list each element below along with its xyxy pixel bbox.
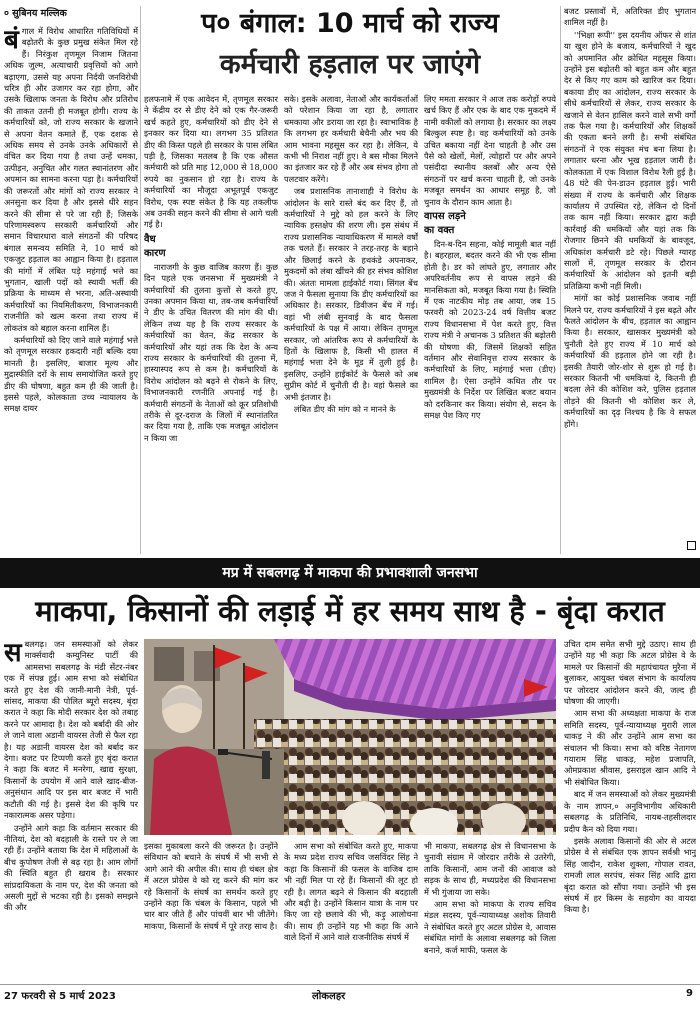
bottom-headline: माकपा, किसानों की लड़ाई में हर समय साथ है - बृंदा करात: [35, 594, 665, 628]
top-subhead: वापस लड़ने: [424, 211, 466, 223]
top-subhead: वैध: [144, 233, 156, 245]
top-col3-para: सके। इसके अलावा, नेताओं और कार्यकर्ताओं को परेशान किया जा रहा है, लगातार धमकाया और डराया जा रहा है। स्वाभाविक है कि लगभग हर कर्मचारी बेचैनी और भय की आम भावना महसूस कर रहा है। लेकिन, ये कभी भी निराश नहीं हुए। वे बस मौका मिलने का इंतजार कर रहे हैं और अब संभव होगा तो पलटवार करेंगे।: [284, 94, 418, 184]
top-col2-para: हलफनामे में एक आवेदन में, तृणमूल सरकार ने केंद्रीय दर से डीए देने को एक गैर-जरूरी खर्च कहते हुए, कर्मचारियों को डीए देने से इनकार कर दिया था। लगभग 35 प्रतिशत डीए की किस्त पहले ही सरकार के पास लंबित पड़ी है, जिसका मतलब है कि एक औसत कर्मचारी को प्रति माह 12,000 से 18,000 रुपये का नुकसान हो रहा है। राज्य के कर्मचारियों का मौजूदा अभूतपूर्व एकजुट विरोध, एक स्पष्ट संकेत है कि यह तकलीफ अब उनकी सहन करने की सीमा से आगे चली गई है।: [144, 94, 278, 230]
bottom-column-5: [564, 639, 696, 981]
bottom-col5-para: उचित दाम समेत सभी मुद्दे उठाए। साथ ही उन्होंने यह भी कहा कि अटल प्रोग्रेस वे के मामले पर किसानों की महापंचायत मुरैना में बुलाकर, आयुक्त चंबल संभाग के कार्यालय पर जोरदार आंदोलन करने की, जल्द ही घोषणा की जाएगी।: [564, 639, 696, 707]
section-banner: मप्र में सबलगढ़ में माकपा की प्रभावशाली जनसभा: [0, 558, 700, 588]
byline: ० सुबिनय मल्लिक: [4, 8, 67, 19]
top-column-4: [424, 94, 556, 554]
bottom-column-1: [4, 639, 138, 979]
top-col3-para: लंबित डीए की मांग को न मानने के: [294, 403, 396, 414]
top-headline-line1: प० बंगाल: 10 मार्च को राज्य: [201, 8, 499, 39]
top-col1-para: गाल में विरोध आधारित गतिविधियों में बढ़ोतरी के कुछ प्रमुख संकेत मिल रहे हैं। निरंकुश तृणमूल निजाम जितना अधिक जुल्म, अत्याचारी प्रवृत्तियों को आगे बढ़ाएगा, उससे यह अपना निर्दयी जनविरोधी चरित्र ही और उजागर कर रहा होगा, और उसके खिलाफ जनता के विरोध और प्रतिरोध की ताकत उतनी ही मजबूत होगी। राज्य के कर्मचारियों को, जो राज्य सरकार के खजाने से अपना वेतन कमाते हैं, एक दशक से अधिक समय से उनके उनके अधिकारों से वंचित कर दिया गया है तथा उन्हें धमका, उत्पीड़न, अनुचित और गलत स्थानांतरण और अपमान का सामना करना पड़ा है। कर्मचारियों की जरूरतों और मांगों को राज्य सरकार ने अनसुना कर दिया है और इससे धीरे सहन करने की सीमा से परे जा रही हैं; जिसके परिणामस्वरूप सरकारी कर्मचारियों और समान विचारधारा वाले संगठनों की परिषद बंगाल समन्वय समिति ने, 10 मार्च को एकजुट हड़ताल का आह्वान किया है। हड़ताल की मांगों में लंबित पड़े महंगाई भत्ते का भुगतान, खाली पदों को स्थायी भर्ती की प्रक्रिया के माध्यम से भरना, अति-अस्थायी कर्मचारियों का नियमितीकरण, विभाजनकारी राजनीति को खत्म करना तथा राज्य में लोकतंत्र को बहाल करना शामिल हैं।: [4, 26, 138, 333]
top-col5-para: मांगों का कोई प्रशासनिक जवाब नहीं मिलने पर, राज्य कर्मचारियों ने इस बढ़ते और फैलते आंदोलन के बीच, हड़ताल का आह्वान किया है। सरकार, खासकर मुख्यमंत्री को चुनौती देते हुए राज्य में 10 मार्च को कर्मचारियों की हड़ताल होने जा रही है। इसकी तैयारी जोर-शोर से शुरू हो गई है। सरकार कितनी भी धमकियां दे, कितनी ही बदला लेने की कोशिश करे, पुलिस हड़ताल तोड़ने की कितनी भी कोशिश कर ले, कर्मचारियों का दृढ़ निश्चय है कि वे सफल होंगे।: [564, 293, 696, 429]
bottom-col4-para: आम सभा को माकपा के राज्य सचिव मंडल सदस्य, पूर्व-न्यायाध्यक्ष अशोक तिवारी ने संबोधित करते हुए अटल प्रोग्रेस वे, आवास संबंधित मांगों के अलावा सबलगढ़ को जिला बनाने, कर्ज माफी, फसल के: [424, 899, 556, 955]
top-headline: [144, 4, 556, 86]
bottom-col4-para: भी माकपा, सबलगढ़ क्षेत्र से विधानसभा के चुनावी संग्राम में जोरदार तरीके से उतरेगी, ताकि किसानों, आम जनों की आवाज को सड़क के साथ ही, मध्यप्रदेश की विधानसभा में भी गुंजाया जा सके।: [424, 841, 556, 897]
top-subhead: का वक्त: [424, 225, 455, 237]
top-column-2: [144, 94, 278, 554]
footer-paper-name: लोकलहर: [312, 991, 346, 1002]
bottom-col1-para: उन्होंने आगे कहा कि वर्तमान सरकार की नीतियां, देश को बदहाली के रास्ते पर ले जा रही हैं। उन्होंने बताया कि देश में महिलाओं के बीच कुपोषण तेजी से बढ़ रहा है। आम लोगों की स्थिति बहुत ही खराब है। सरकार सांप्रदायिकता के नाम पर, देश की जनता को असली मुद्दों से भटका रही है। इसको समझने की और: [4, 822, 138, 913]
footer-page-number: 9: [686, 988, 693, 999]
story-end-mark: [687, 541, 696, 550]
bottom-col5-para: बाद में जन समस्याओं को लेकर मुख्यमंत्री के नाम ज्ञापन,० अनुविभागीय अधिकारी सबलगढ़ के प्रतिनिधि, नायब-तहसीलदार प्रदीप कैन को दिया गया।: [564, 789, 696, 834]
column-rule: [560, 6, 561, 554]
top-col5-para: ''भिक्षा रूपी'' इस दयनीय ऑफर से शांत या खुश होने के बजाय, कर्मचारियों ने खुद को अपमानित और क्रोधित महसूस किया। उन्होंने इस बढ़ोतरी को बहुत कम और बहुत देर से किए गए काम को खारिज कर दिया। बकाया डीए का आंदोलन, राज्य सरकार के सीधे कर्मचारियों से लेकर, राज्य सरकार के खजाने से वेतन हासिल करने वाले सभी वर्गों तक फैल गया है। कर्मचारियों और शिक्षकों की एकता बनने लगी है। सभी संबंधित संगठनों ने एक संयुक्त मंच बना लिया है। लगातार धरना और भूख हड़ताल जारी है। कोलकाता में एक विशाल विरोध रैली हुई है। 48 घंटे की पेन-डाउन हड़ताल हुई। भारी संख्या में राज्य के कर्मचारी और शिक्षक कार्यालय में उपस्थित रहे, लेकिन दो दिनों तक काम नहीं किया। सरकार द्वारा कड़ी कार्रवाई की धमकियों और यहां तक कि रोजगार छिनने की धमकियों के बावजूद, अधिकांश कर्मचारी डटे रहे। पिछले ग्यारह सालों में, तृणमूल सरकार के दौरान कर्मचारियों के आंदोलन को इतनी बड़ी प्रतिक्रिया कभी नहीं मिली।: [564, 29, 696, 291]
footer-rule: [0, 984, 700, 985]
bottom-col5-para: इसके अलावा किसानों की ओर से अटल प्रोग्रेस वे से संबंधित एक ज्ञापन सर्वश्री भानु सिंह जादौन, राकेश शुक्ला, गोपाल रावत, रामजी लाल सरपंच, संकर सिंह आदि द्वारा बृंदा करात को सौंपा गया। उन्होंने भी इस संघर्ष में हर किस्म के सहयोग का वायदा किया है।: [564, 835, 696, 915]
top-col1-para: कर्मचारियों को दिए जाने वाले महंगाई भत्ते को तृणमूल सरकार हकदारी नहीं बल्कि दया मानती है। इसलिए, बाजार मूल्य और मुद्रास्फीति दरों के साथ समायोजित करते हुए डीए की घोषणा, बहुत कम ही की जाती है। इससे पहले, कोलकाता उच्च न्यायालय के समक्ष दायर: [4, 334, 138, 414]
top-column-5: [564, 6, 696, 536]
top-col4-para: लिए ममता सरकार ने आज तक करोड़ों रुपये खर्च किए हैं और एक के बाद एक मुकदमे में नामी वकीलों को लगाया है। सरकार का लक्ष्य बिल्कुल स्पष्ट है। वह कर्मचारियों को उनके उचित बकाया नहीं देना चाहती है और उस पैसे को खेलों, मेलों, त्योहारों पर और अपने पसंदीदा स्थानीय क्लबों और अन्य ऐसे संगठनों पर खर्च करना चाहती है, जो उनके मजबूत समर्थन का आधार समूह है, जो चुनाव के दौरान काम आता है।: [424, 94, 556, 207]
bottom-column-3: [284, 841, 418, 981]
bottom-col2-para: इसका मुकाबला करने की जरूरत है। उन्होंने संविधान को बचाने के संघर्ष में भी सभी से आगे आने की अपील की। साथ ही चंबल क्षेत्र में अटल प्रोग्रेस वे को रद्द करने की मांग कर रहे किसानों के संघर्ष का समर्थन करते हुए उन्होंने कहा कि चंबल के किसान, पहले भी चार बार जीते हैं और पांचवीं बार भी जीतेंगे। माकपा, किसानों के संघर्ष में पूरे तरह साथ है।: [144, 841, 278, 931]
top-headline-line2: कर्मचारी हड़ताल पर जाएंगे: [219, 49, 481, 80]
rally-photo-illustration: [144, 639, 556, 835]
bottom-column-2: [144, 841, 278, 981]
bottom-dropcap: स: [4, 639, 22, 668]
rally-photo: [144, 639, 556, 835]
top-col5-para: बजट प्रस्तावों में, अतिरिक्त डीए भुगतान शामिल नहीं है।: [564, 6, 696, 28]
top-column-1: [4, 26, 138, 552]
top-col2-para: नाराजगी के कुछ वाजिब कारण हैं। कुछ दिन पहले एक जनसभा में मुख्यमंत्री ने कर्मचारियों की तुलना कुत्तों से करते हुए, उनका अपमान किया था, तब-जब कर्मचारियों ने डीए के उचित वितरण की मांग की थी। लेकिन तथ्य यह है कि राज्य सरकार के कर्मचारियों का वेतन, केंद्र सरकार के कर्मचारियों और यहां तक कि देश के अन्य राज्य सरकार के कर्मचारियों की तुलना में, हास्यास्पद रूप से कम है। कर्मचारियों के विरोध आंदोलन को बढ़ने से रोकने के लिए, विभाजनकारी रणनीति अपनाई गई है। कर्मचारी संगठनों के नेताओं को क्रूर प्रतिशोधी तरीके से दूर-दराज के जिलों में स्थानांतरित कर दिया गया है, ताकि एक मजबूत आंदोलन न किया जा: [144, 261, 278, 443]
top-col4-para: दिन-ब-दिन सहना, कोई मामूली बात नहीं है। बहरहाल, बदतर करने की भी एक सीमा होती है। डर को लांघते हुए, लगातार और अपरिवर्तनीय रूप से वापस लड़ने की मानसिकता को, मजबूत किया गया है। स्थिति में एक नाटकीय मोड़ तब आया, जब 15 फरवरी को 2023-24 वर्ष वित्तीय बजट राज्य विधानसभा में पेश करते हुए, वित्त राज्य मंत्री ने अचानक 3 प्रतिशत की बढ़ोतरी की घोषणा की, जिसमें शिक्षकों सहित वर्तमान और सेवानिवृत्त राज्य सरकार के कर्मचारियों के लिए, महंगाई भत्ता (डीए) शामिल है। ऐसा उन्होंने कथित तौर पर मुख्यमंत्री के निर्देश पर लिखित बजट बयान को दरकिनार कर किया। संयोग से, सदन के समक्ष पेश किए गए: [424, 238, 556, 420]
top-dropcap: बं: [4, 26, 19, 55]
bottom-col3-para: आम सभा को संबोधित करते हुए, माकपा के मध्य प्रदेश राज्य सचिव जसविंदर सिंह ने कहा कि किसानों की फसल के वाजिब दाम भी नहीं मिल पा रहे हैं। किसानों की लूट हो रही है। लागत बढ़ने से किसान की बदहाली और बढ़ी है। उन्होंने किसान यात्रा के नाम पर किए जा रहे छलावे की भी, कड़ु आलोचना की। साथ ही उन्होंने यह भी कहा कि आने वाले दिनों में आने वाले राजनीतिक संघर्ष में: [284, 841, 418, 943]
bottom-col5-para: आम सभा की अध्यक्षता माकपा के राज समिति सदस्य, पूर्व-न्यायाध्यक्ष मुरारी लाल धाकड़ ने की और उन्होंने आम सभा का संचालन भी किया। सभा को वरिष्ठ नेतागण गयाराम सिंह धाकड़, महेश प्रजापति, ओमप्रकाश श्रीवास, इसराइल खान आदि ने भी संबोधित किया।: [564, 708, 696, 787]
bottom-column-4: [424, 841, 556, 981]
column-rule: [140, 6, 141, 554]
bottom-col1-para: बलगढ़। जन समस्याओं को लेकर मार्क्सवादी कम्युनिस्ट पार्टी की आमसभा सबलगढ़ के मंडी सेंटर-नंबर एक में संपन्न हुई। आम सभा को संबोधित करते हुए देश की जानी-मानी नेत्री, पूर्व-सांसद, माकपा की पोलित ब्यूरो सदस्य, बृंदा करात ने कहा कि मोदी सरकार देश को तबाह करने पर आमादा है। देश को बर्बादी की ओर ले जाने वाला अडानी वायरस तेजी से फैल रहा है। यह अडानी वायरस देश को बर्बाद कर देगा। बजट पर टिप्पणी करते हुए बृंदा करात ने कहा कि बजट में मनरेगा, खाद्य सुरक्षा, किसानों के उपयोग में आने वाले खाद-बीज-अनुसंधान आदि पर इस बार बजट में भारी कटौती की गई है। इससे देश की कृषि पर नकारात्मक असर पड़ेगा।: [4, 639, 138, 821]
top-subhead: कारण: [144, 248, 166, 260]
footer-date: 27 फरवरी से 5 मार्च 2023: [4, 991, 116, 1002]
top-column-3: [284, 94, 418, 554]
top-col3-para: जब प्रशासनिक तानाशाही ने विरोध के आंदोलन के सारे रास्ते बंद कर दिए हैं, तो कर्मचारियों ने मुद्दे को हल करने के लिए न्यायिक हस्तक्षेप की शरण ली। इस संबंध में राज्य प्रशासनिक न्यायाधिकरण में मामले वर्षों तक चलते हैं। सरकार ने तरह-तरह के बहाने और छिलाई करने के हथकंडे अपनाकर, मुकदमों को लंबा खींचने की हर संभव कोशिश की। अंततः मामला हाईकोर्ट गया। सिंगल बेंच जज ने फैसला सुनाया कि डीए कर्मचारियों का अधिकार है। सरकार, डिवीजन बेंच में गई। वहां भी लंबी सुनवाई के बाद फैसला कर्मचारियों के पक्ष में आया। लेकिन तृणमूल सरकार, जो आंतरिक रूप से कर्मचारियों के हितों के खिलाफ है, किसी भी हालत में महंगाई भत्ता देने के मूड में तुली हुई है। इसलिए, उन्होंने हाईकोर्ट के फैसले को अब सुप्रीम कोर्ट में चुनौती दी है। वहां फैसले का अभी इंतजार है।: [284, 186, 418, 402]
